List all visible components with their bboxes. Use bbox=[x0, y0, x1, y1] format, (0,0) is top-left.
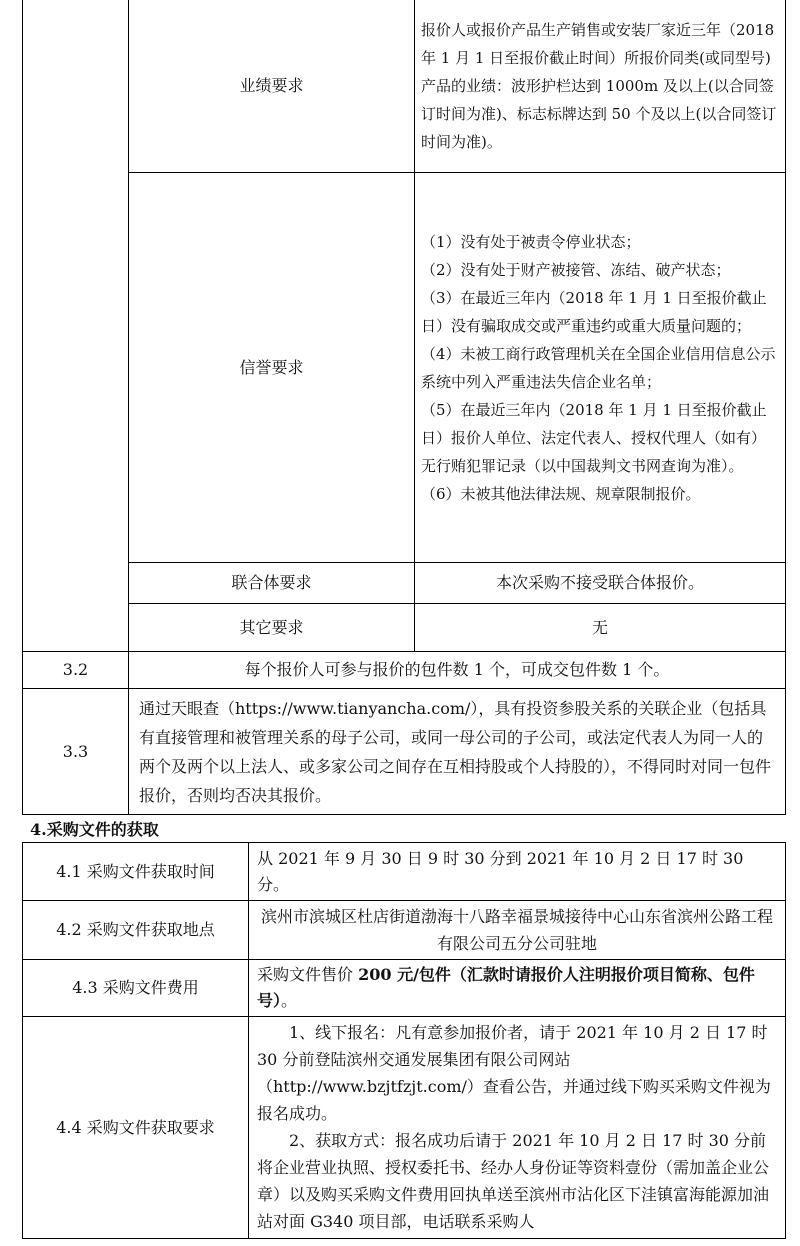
consortium-label: 联合体要求 bbox=[129, 563, 415, 604]
fee-amount: 200 元/包件（汇款时请报价人注明报价项目简称、包件号） bbox=[257, 965, 755, 1010]
row-label: 4.2 采购文件获取地点 bbox=[23, 901, 249, 960]
other-value: 无 bbox=[415, 604, 786, 652]
credit-label: 信誉要求 bbox=[129, 173, 415, 563]
performance-label: 业绩要求 bbox=[129, 0, 415, 173]
performance-content: 报价人或报价产品生产销售或安装厂家近三年（2018 年 1 月 1 日至报价截止时间）所报价同类(或同型号)产品的业绩：波形护栏达到 1000m 及以上(以合同签订时间为准)、标志标牌达到 50 个及以上(以合同签订时间为准)。 bbox=[415, 0, 786, 173]
acquisition-table bbox=[22, 842, 786, 1239]
table-row bbox=[23, 960, 786, 1017]
row-value: 从 2021 年 9 月 30 日 9 时 30 分到 2021 年 10 月 2 日 17 时 30 分。 bbox=[249, 843, 786, 901]
credit-content bbox=[415, 173, 786, 563]
consortium-value: 本次采购不接受联合体报价。 bbox=[415, 563, 786, 604]
requirements-table bbox=[22, 0, 786, 815]
row-3-2-number: 3.2 bbox=[23, 652, 129, 689]
table-row bbox=[23, 1017, 786, 1239]
credit-item: （2）没有处于财产被接管、冻结、破产状态； bbox=[421, 260, 731, 279]
table-row bbox=[23, 173, 786, 563]
credit-item: （1）没有处于被责令停业状态； bbox=[421, 232, 641, 251]
table-cell bbox=[23, 0, 129, 652]
table-row bbox=[23, 563, 786, 604]
table-row bbox=[23, 652, 786, 689]
requirement-paragraph: 2、获取方式：报名成功后请于 2021 年 10 月 2 日 17 时 30 分前将企业营业执照、授权委托书、经办人身份证等资料壹份（需加盖企业公章）以及购买采购文件费用回执单送至滨州市沾化区下洼镇富海能源加油站对面 G340 项目部，电话联系采购人 bbox=[257, 1131, 770, 1231]
credit-item: （5）在最近三年内（2018 年 1 月 1 日至报价截止日）报价人单位、法定代表人、授权代理人（如有）无行贿犯罪记录（以中国裁判文书网查询为准）。 bbox=[421, 400, 767, 475]
credit-item: （4）未被工商行政管理机关在全国企业信用信息公示系统中列入严重违法失信企业名单； bbox=[421, 344, 776, 391]
row-3-3-text: 通过天眼查（https://www.tianyancha.com/），具有投资参股关系的关联企业（包括具有直接管理和被管理关系的母子公司，或同一母公司的子公司，或法定代表人为同一人的两个及两个以上法人、或多家公司之间存在互相持股或个人持股的），不得同时对同一包件报价，否则均否决其报价。 bbox=[129, 689, 786, 815]
other-label: 其它要求 bbox=[129, 604, 415, 652]
row-value: 滨州市滨城区杜店街道渤海十八路幸福景城接待中心山东省滨州公路工程有限公司五分公司驻地 bbox=[249, 901, 786, 960]
row-value bbox=[249, 1017, 786, 1239]
table-row bbox=[23, 901, 786, 960]
table-row bbox=[23, 0, 786, 173]
row-label: 4.4 采购文件获取要求 bbox=[23, 1017, 249, 1239]
row-label: 4.3 采购文件费用 bbox=[23, 960, 249, 1017]
fee-suffix: 。 bbox=[281, 991, 298, 1010]
section-heading: 4.采购文件的获取 bbox=[30, 820, 159, 839]
credit-item: （3）在最近三年内（2018 年 1 月 1 日至报价截止日）没有骗取成交或严重违约或重大质量问题的； bbox=[421, 288, 767, 335]
table-row bbox=[23, 843, 786, 901]
table-row bbox=[23, 604, 786, 652]
fee-text: 采购文件售价 bbox=[257, 965, 359, 984]
table-row bbox=[23, 689, 786, 815]
row-3-3-number: 3.3 bbox=[23, 689, 129, 815]
credit-item: （6）未被其他法律法规、规章限制报价。 bbox=[421, 484, 701, 503]
row-label: 4.1 采购文件获取时间 bbox=[23, 843, 249, 901]
row-value bbox=[249, 960, 786, 1017]
requirement-paragraph: 1、线下报名：凡有意参加报价者，请于 2021 年 10 月 2 日 17 时 30 分前登陆滨州交通发展集团有限公司网站（http://www.bzjtfzjt.com/）查看公告，并通过线下购买采购文件视为报名成功。 bbox=[257, 1023, 771, 1123]
row-3-2-text: 每个报价人可参与报价的包件数 1 个，可成交包件数 1 个。 bbox=[129, 652, 786, 689]
